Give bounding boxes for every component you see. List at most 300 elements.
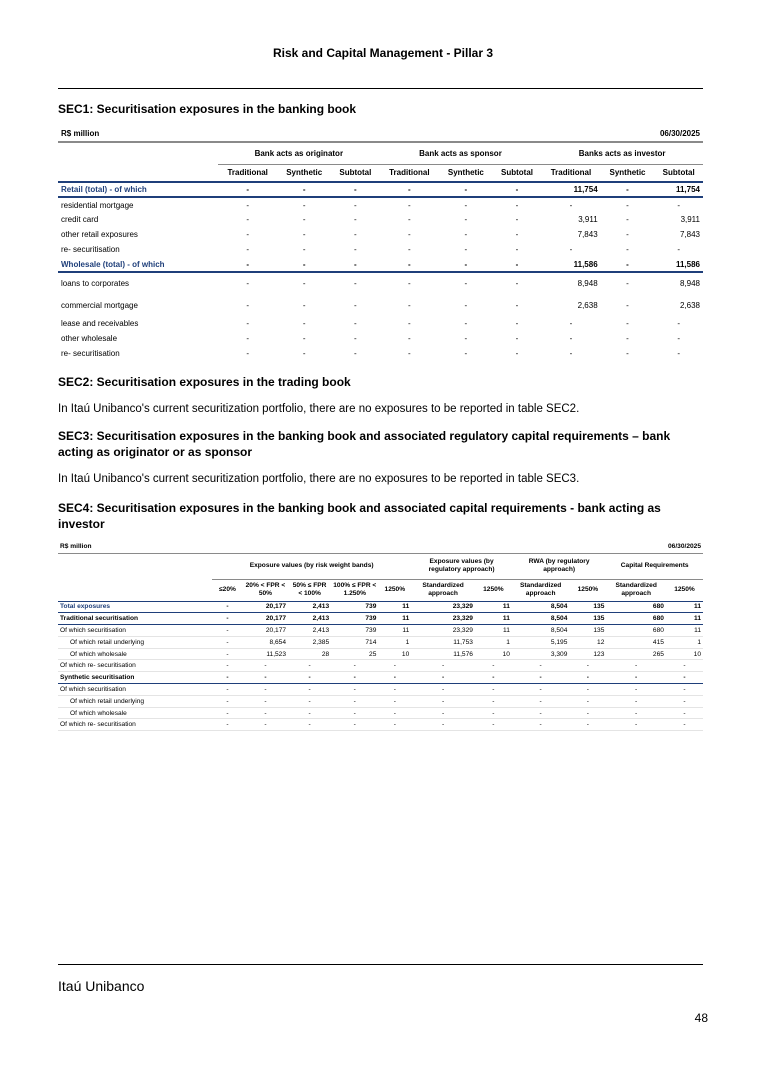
table-cell: -: [331, 707, 378, 719]
sec4-table: [58, 541, 703, 731]
table-cell: -: [288, 719, 331, 731]
table-cell: -: [246, 230, 250, 239]
table-cell: 11: [666, 601, 703, 613]
sec1-table-body: [58, 182, 703, 361]
table-cell: 1: [378, 636, 411, 648]
table-cell: -: [378, 684, 411, 696]
sec1-col-header: Subtotal: [493, 164, 542, 182]
sec1-group-investor: Banks acts as investor: [541, 142, 703, 164]
table-cell: -: [654, 197, 703, 212]
table-cell: -: [243, 660, 288, 672]
table-cell: -: [464, 230, 468, 239]
row-label: loans to corporates: [61, 279, 130, 288]
table-cell: 23,329: [411, 601, 475, 613]
table-cell: 8,504: [512, 625, 570, 637]
table-cell: -: [354, 279, 357, 288]
table-cell: -: [331, 197, 380, 212]
row-label: Traditional securitisation: [58, 613, 212, 625]
table-cell: -: [354, 215, 357, 224]
table-cell: 23,329: [411, 625, 475, 637]
sec1-title: SEC1: Securitisation exposures in the banking book: [58, 102, 357, 116]
table-cell: -: [302, 349, 306, 358]
table-cell: -: [569, 349, 573, 358]
table-cell: -: [475, 684, 512, 696]
table-cell: -: [380, 197, 439, 212]
table-cell: 3,911: [578, 215, 598, 224]
table-row: [58, 625, 703, 637]
table-cell: -: [626, 215, 629, 224]
table-cell: -: [246, 215, 250, 224]
table-cell: -: [302, 319, 306, 328]
table-cell: 1: [666, 636, 703, 648]
table-cell: -: [677, 334, 681, 343]
table-cell: -: [666, 672, 703, 684]
table-cell: 11: [475, 625, 512, 637]
page-header-title: Risk and Capital Management - Pillar 3: [272, 46, 494, 60]
table-cell: 11,586: [654, 257, 703, 272]
table-cell: -: [512, 660, 570, 672]
table-cell: 20,177: [243, 625, 288, 637]
table-cell: -: [411, 684, 475, 696]
table-cell: 739: [331, 613, 378, 625]
table-cell: -: [302, 334, 306, 343]
footer-rule: [58, 964, 703, 965]
header-rule: [58, 88, 703, 89]
table-cell: -: [606, 719, 666, 731]
table-cell: -: [569, 319, 573, 328]
table-cell: -: [354, 334, 357, 343]
table-cell: 714: [331, 636, 378, 648]
table-cell: -: [331, 182, 380, 197]
table-cell: -: [569, 334, 573, 343]
sec3-title: SEC3: Securitisation exposures in the banking book and associated regulatory capital requirements – bank acting as originator or as sponsor: [58, 429, 671, 459]
row-label: Of which re- securitisation: [58, 660, 212, 672]
table-cell: -: [246, 245, 250, 254]
sec1-col-header: Traditional: [541, 164, 600, 182]
sec4-group-exposure-approach: Exposure values (by regulatory approach): [411, 553, 512, 579]
table-cell: -: [666, 695, 703, 707]
table-cell: -: [218, 182, 277, 197]
row-label: re- securitisation: [61, 349, 120, 358]
table-cell: -: [606, 660, 666, 672]
table-cell: -: [464, 300, 468, 310]
table-cell: 7,843: [679, 230, 700, 239]
table-cell: 5,195: [512, 636, 570, 648]
table-cell: -: [354, 349, 357, 358]
table-cell: -: [626, 230, 629, 239]
table-cell: 11: [378, 613, 411, 625]
table-cell: -: [626, 319, 629, 328]
table-cell: -: [288, 684, 331, 696]
table-row: [58, 294, 703, 316]
table-cell: 2,638: [679, 300, 700, 310]
table-cell: -: [407, 300, 411, 310]
table-cell: -: [515, 319, 519, 328]
table-cell: -: [212, 625, 243, 637]
sec4-col-header: ≤20%: [212, 579, 243, 601]
row-label: Of which retail underlying: [58, 695, 212, 707]
table-row: [58, 672, 703, 684]
table-cell: 8,654: [243, 636, 288, 648]
sec4-col-header: Standardized approach: [512, 579, 570, 601]
table-cell: -: [601, 197, 655, 212]
table-cell: -: [407, 334, 411, 343]
table-cell: 11: [475, 613, 512, 625]
row-label: Of which re- securitisation: [58, 719, 212, 731]
table-cell: -: [512, 719, 570, 731]
table-cell: -: [464, 334, 468, 343]
table-cell: -: [626, 349, 629, 358]
footer-brand: Itaú Unibanco: [58, 978, 145, 994]
table-cell: 123: [569, 648, 606, 660]
table-cell: -: [302, 230, 306, 239]
row-label: Synthetic securitisation: [58, 672, 212, 684]
table-cell: -: [493, 257, 542, 272]
table-cell: 8,948: [577, 279, 598, 288]
table-cell: 8,504: [512, 613, 570, 625]
table-cell: -: [302, 215, 306, 224]
table-cell: -: [212, 684, 243, 696]
table-cell: -: [464, 319, 468, 328]
table-cell: -: [411, 660, 475, 672]
table-cell: 20,177: [243, 613, 288, 625]
table-cell: 11: [475, 601, 512, 613]
table-cell: -: [493, 197, 542, 212]
sec2-title: SEC2: Securitisation exposures in the trading book: [58, 375, 351, 389]
table-cell: -: [354, 230, 357, 239]
sec1-group-sponsor: Bank acts as sponsor: [380, 142, 542, 164]
table-cell: -: [666, 707, 703, 719]
table-cell: -: [277, 182, 331, 197]
table-cell: -: [677, 245, 681, 254]
sec4-group-capital: Capital Requirements: [606, 553, 703, 579]
table-row: [58, 695, 703, 707]
table-cell: 1: [475, 636, 512, 648]
table-cell: -: [515, 215, 519, 224]
sec4-group-risk-weight: Exposure values (by risk weight bands): [212, 553, 411, 579]
table-cell: 739: [331, 625, 378, 637]
table-cell: -: [464, 215, 468, 224]
table-cell: -: [677, 349, 681, 358]
table-cell: -: [212, 660, 243, 672]
table-row: [58, 316, 703, 331]
table-cell: -: [331, 719, 378, 731]
sec1-col-header: Synthetic: [601, 164, 655, 182]
table-cell: -: [407, 215, 411, 224]
table-row: [58, 660, 703, 672]
table-cell: -: [243, 672, 288, 684]
table-row: [58, 719, 703, 731]
table-cell: -: [212, 648, 243, 660]
table-cell: 10: [666, 648, 703, 660]
table-cell: -: [331, 695, 378, 707]
table-row: [58, 636, 703, 648]
table-row: [58, 242, 703, 257]
sec1-group-originator: Bank acts as originator: [218, 142, 380, 164]
table-cell: -: [378, 707, 411, 719]
table-cell: -: [606, 707, 666, 719]
table-cell: -: [475, 660, 512, 672]
table-cell: -: [569, 660, 606, 672]
table-cell: -: [288, 707, 331, 719]
row-label: lease and receivables: [61, 319, 139, 328]
sec4-col-header: 1250%: [569, 579, 606, 601]
sec1-col-header: Synthetic: [439, 164, 493, 182]
table-cell: 739: [331, 601, 378, 613]
table-cell: -: [512, 684, 570, 696]
table-row: [58, 331, 703, 346]
table-cell: -: [331, 672, 378, 684]
sec2-text: In Itaú Unibanco's current securitization portfolio, there are no exposures to be reported in table SEC2.: [58, 403, 580, 415]
table-cell: -: [439, 197, 493, 212]
table-cell: -: [243, 695, 288, 707]
row-label: Total exposures: [58, 601, 212, 613]
sec1-table: [58, 126, 703, 361]
table-cell: 2,385: [288, 636, 331, 648]
table-cell: -: [626, 300, 629, 310]
sec4-title: SEC4: Securitisation exposures in the banking book and associated capital requirements - bank acting as investor: [58, 501, 661, 531]
table-cell: -: [212, 601, 243, 613]
table-row: [58, 613, 703, 625]
table-cell: -: [288, 672, 331, 684]
table-cell: -: [354, 300, 357, 310]
table-cell: -: [288, 660, 331, 672]
table-cell: -: [277, 257, 331, 272]
table-cell: -: [464, 245, 468, 254]
table-cell: -: [569, 695, 606, 707]
sec1-col-header: Traditional: [218, 164, 277, 182]
table-row: [58, 182, 703, 197]
table-cell: -: [439, 257, 493, 272]
row-label: credit card: [61, 215, 99, 224]
table-cell: -: [246, 279, 250, 288]
table-cell: -: [569, 719, 606, 731]
table-cell: -: [569, 672, 606, 684]
sec1-date: 06/30/2025: [439, 126, 703, 142]
table-cell: 680: [606, 601, 666, 613]
table-cell: -: [411, 695, 475, 707]
sec4-col-header: 1250%: [378, 579, 411, 601]
table-cell: -: [407, 230, 411, 239]
table-cell: -: [606, 672, 666, 684]
sec4-col-header: 50% ≤ FPR < 100%: [288, 579, 331, 601]
table-cell: -: [243, 707, 288, 719]
table-cell: -: [626, 245, 629, 254]
table-cell: -: [212, 613, 243, 625]
sec4-col-header: 1250%: [475, 579, 512, 601]
table-cell: 415: [606, 636, 666, 648]
table-cell: 23,329: [411, 613, 475, 625]
sec1-col-header: Synthetic: [277, 164, 331, 182]
table-cell: -: [302, 245, 306, 254]
table-cell: -: [569, 684, 606, 696]
table-cell: 10: [475, 648, 512, 660]
row-label: residential mortgage: [58, 197, 218, 212]
table-cell: -: [243, 684, 288, 696]
table-cell: 2,413: [288, 613, 331, 625]
table-cell: -: [378, 695, 411, 707]
sec1-col-header: Traditional: [380, 164, 439, 182]
table-cell: -: [626, 334, 629, 343]
table-cell: 11,523: [243, 648, 288, 660]
table-cell: 10: [378, 648, 411, 660]
table-cell: -: [475, 695, 512, 707]
row-label: Of which wholesale: [58, 707, 212, 719]
table-cell: 11,586: [541, 257, 600, 272]
sec3-text: In Itaú Unibanco's current securitization portfolio, there are no exposures to be reported in table SEC3.: [58, 473, 580, 485]
table-cell: -: [666, 684, 703, 696]
table-cell: -: [411, 707, 475, 719]
table-cell: -: [411, 719, 475, 731]
table-cell: -: [218, 197, 277, 212]
table-cell: -: [407, 349, 411, 358]
table-cell: -: [246, 319, 250, 328]
table-cell: -: [464, 279, 468, 288]
table-cell: 680: [606, 613, 666, 625]
table-cell: -: [212, 707, 243, 719]
sec4-group-rwa: RWA (by regulatory approach): [512, 553, 606, 579]
table-cell: -: [515, 300, 519, 310]
table-cell: -: [569, 707, 606, 719]
table-cell: -: [666, 660, 703, 672]
sec4-date: 06/30/2025: [411, 541, 703, 553]
table-cell: 680: [606, 625, 666, 637]
table-cell: -: [606, 695, 666, 707]
table-cell: -: [354, 319, 357, 328]
table-row: [58, 684, 703, 696]
table-cell: -: [541, 197, 600, 212]
sec1-col-header: Subtotal: [331, 164, 380, 182]
table-row: [58, 197, 703, 212]
table-cell: -: [246, 349, 250, 358]
table-row: [58, 272, 703, 294]
sec1-unit: R$ million: [58, 126, 439, 142]
table-cell: -: [331, 257, 380, 272]
table-cell: -: [407, 245, 411, 254]
table-cell: 28: [288, 648, 331, 660]
table-cell: 265: [606, 648, 666, 660]
row-label: Of which securitisation: [58, 684, 212, 696]
row-label: commercial mortgage: [61, 300, 138, 310]
table-cell: -: [354, 245, 357, 254]
table-cell: 135: [569, 625, 606, 637]
table-cell: 11: [666, 625, 703, 637]
table-cell: 2,413: [288, 601, 331, 613]
sec4-col-header: 20% < FPR < 50%: [243, 579, 288, 601]
table-cell: 3,309: [512, 648, 570, 660]
table-row: [58, 227, 703, 242]
row-label: other retail exposures: [61, 230, 138, 239]
table-cell: -: [288, 695, 331, 707]
table-cell: 135: [569, 613, 606, 625]
sec4-table-body: [58, 601, 703, 731]
table-cell: 11: [378, 601, 411, 613]
sec4-unit: R$ million: [58, 541, 411, 553]
table-cell: 12: [569, 636, 606, 648]
table-cell: 135: [569, 601, 606, 613]
table-cell: -: [677, 319, 681, 328]
table-cell: -: [277, 197, 331, 212]
row-label: other wholesale: [61, 334, 118, 343]
table-cell: -: [302, 300, 306, 310]
table-row: [58, 648, 703, 660]
table-cell: -: [601, 257, 655, 272]
table-cell: -: [512, 672, 570, 684]
table-cell: -: [439, 182, 493, 197]
table-cell: -: [212, 695, 243, 707]
table-cell: -: [243, 719, 288, 731]
table-cell: -: [515, 279, 519, 288]
table-cell: -: [515, 245, 519, 254]
sec4-col-header: 100% ≤ FPR < 1.250%: [331, 579, 378, 601]
table-cell: 11,753: [411, 636, 475, 648]
table-cell: 20,177: [243, 601, 288, 613]
table-cell: -: [407, 279, 411, 288]
table-cell: 2,638: [577, 300, 598, 310]
row-label: Of which securitisation: [58, 625, 212, 637]
table-cell: -: [302, 279, 306, 288]
table-cell: -: [380, 182, 439, 197]
table-row: [58, 346, 703, 361]
table-cell: -: [246, 334, 250, 343]
table-cell: -: [218, 257, 277, 272]
table-cell: -: [475, 707, 512, 719]
row-label: Of which retail underlying: [58, 636, 212, 648]
table-cell: 11: [378, 625, 411, 637]
table-cell: 25: [331, 648, 378, 660]
table-row: [58, 257, 703, 272]
table-cell: -: [407, 319, 411, 328]
table-cell: -: [666, 719, 703, 731]
row-label: Retail (total) - of which: [58, 182, 218, 197]
table-cell: -: [515, 334, 519, 343]
table-cell: -: [515, 230, 519, 239]
table-cell: -: [378, 719, 411, 731]
row-label: Of which wholesale: [58, 648, 212, 660]
table-cell: 11,754: [654, 182, 703, 197]
table-cell: -: [626, 279, 629, 288]
table-cell: -: [512, 695, 570, 707]
table-cell: 8,504: [512, 601, 570, 613]
table-cell: -: [493, 182, 542, 197]
table-cell: -: [606, 684, 666, 696]
sec4-col-header: 1250%: [666, 579, 703, 601]
table-cell: -: [331, 684, 378, 696]
table-cell: -: [212, 636, 243, 648]
table-cell: -: [246, 300, 250, 310]
table-row: [58, 212, 703, 227]
sec1-col-header: Subtotal: [654, 164, 703, 182]
table-row: [58, 601, 703, 613]
table-cell: -: [512, 707, 570, 719]
table-cell: 11: [666, 613, 703, 625]
table-cell: -: [378, 660, 411, 672]
table-row: [58, 707, 703, 719]
table-cell: 7,843: [577, 230, 598, 239]
table-cell: -: [475, 719, 512, 731]
table-cell: -: [331, 660, 378, 672]
row-label: re- securitisation: [61, 245, 120, 254]
page-number: 48: [694, 1011, 708, 1025]
sec4-col-header: Standardized approach: [411, 579, 475, 601]
table-cell: 11,576: [411, 648, 475, 660]
table-cell: -: [601, 182, 655, 197]
table-cell: -: [475, 672, 512, 684]
table-cell: -: [464, 349, 468, 358]
table-cell: -: [411, 672, 475, 684]
table-cell: 3,911: [680, 215, 700, 224]
table-cell: -: [212, 719, 243, 731]
